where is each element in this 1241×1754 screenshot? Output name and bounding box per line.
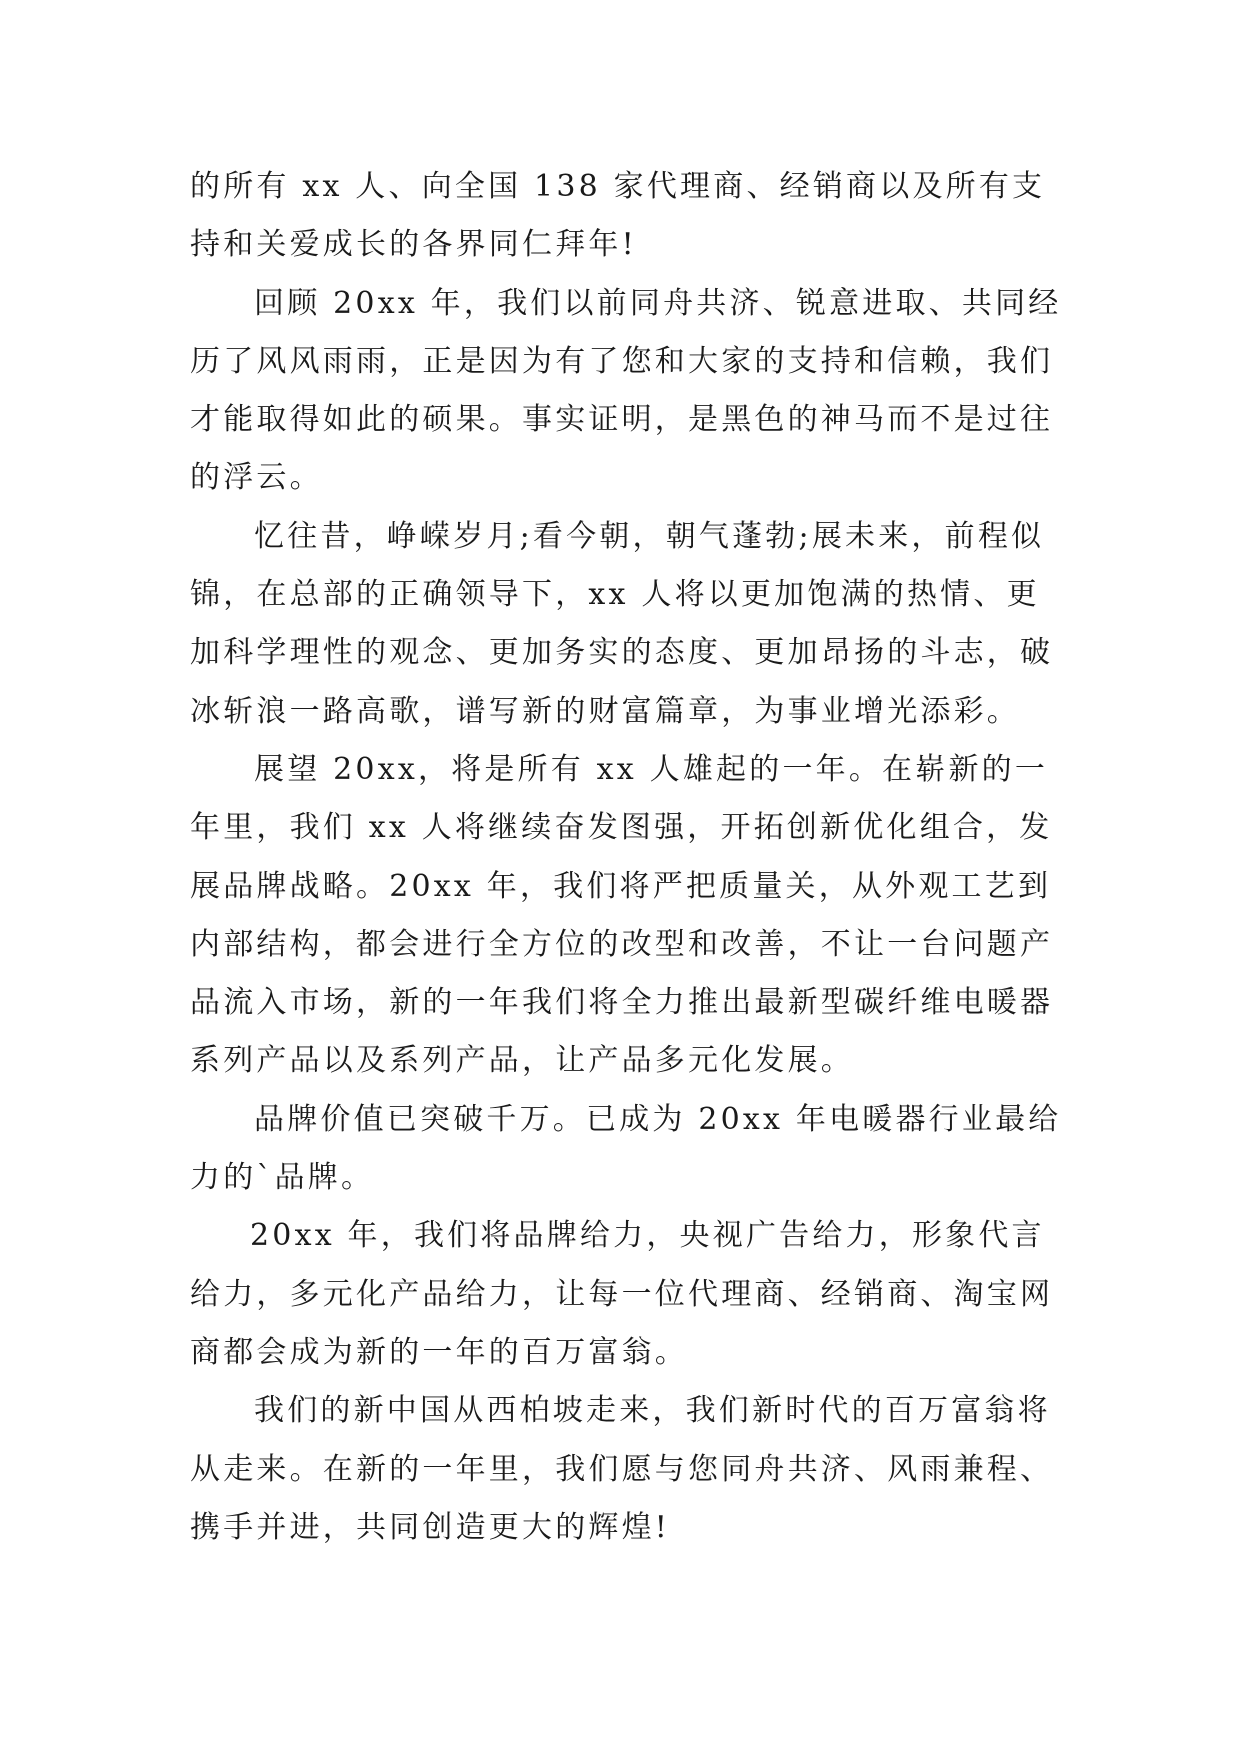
document-body (190, 158, 1070, 1557)
paragraph-6: 20xx 年，我们将品牌给力，央视广告给力，形象代言给力，多元化产品给力，让每一位代理商、经销商、淘宝网商都会成为新的一年的百万富翁。 (190, 1218, 1054, 1370)
paragraph-1: 的所有 xx 人、向全国 138 家代理商、经销商以及所有支持和关爱成长的各界同仁拜年! (190, 169, 1046, 263)
paragraph-5: 品牌价值已突破千万。已成为 20xx 年电暖器行业最给力的`品牌。 (190, 1101, 1062, 1196)
paragraph-7: 我们的新中国从西柏坡走来，我们新时代的百万富翁将从走来。在新的一年里，我们愿与您同舟共济、风雨兼程、携手并进，共同创造更大的辉煌! (190, 1393, 1054, 1545)
paragraph-2: 回顾 20xx 年，我们以前同舟共济、锐意进取、共同经历了风风雨雨，正是因为有了您和大家的支持和信赖，我们才能取得如此的硕果。事实证明，是黑色的神马而不是过往的浮云。 (190, 285, 1062, 496)
paragraph-4: 展望 20xx，将是所有 xx 人雄起的一年。在崭新的一年里，我们 xx 人将继续奋发图强，开拓创新优化组合，发展品牌战略。20xx 年，我们将严把质量关，从外观工艺到内部结构，都会进行全方位的改型和改善，不让一台问题产品流入市场，新的一年我们将全力推出最新型碳纤维电暖器系列产品以及系列产品，让产品多元化发展。 (190, 751, 1054, 1079)
paragraph-3: 忆往昔，峥嵘岁月;看今朝，朝气蓬勃;展未来，前程似锦，在总部的正确领导下，xx 人将以更加饱满的热情、更加科学理性的观念、更加务实的态度、更加昂扬的斗志，破冰斩浪一路高歌，谱写新的财富篇章，为事业增光添彩。 (190, 518, 1054, 729)
